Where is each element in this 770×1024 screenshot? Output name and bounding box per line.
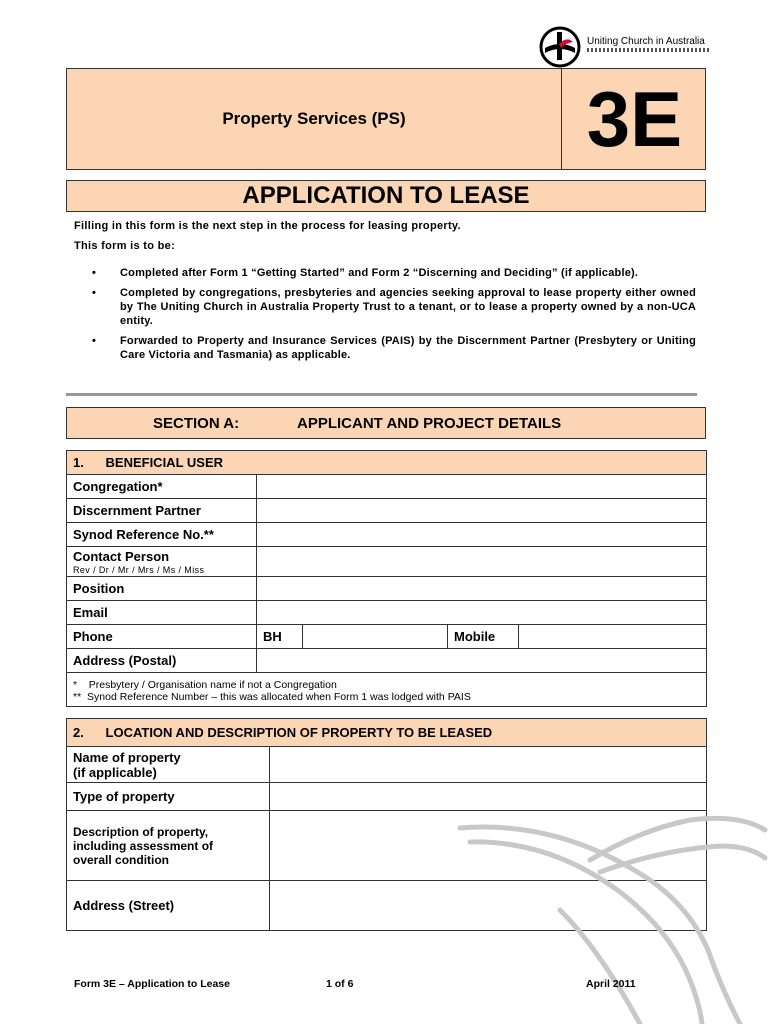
mobile-label: Mobile <box>448 625 519 649</box>
footer-date: April 2011 <box>586 978 636 990</box>
address-postal-label: Address (Postal) <box>67 649 257 673</box>
bh-label: BH <box>257 625 303 649</box>
synod-reference-label: Synod Reference No.** <box>67 523 257 547</box>
note-synod-reference: ** Synod Reference Number – this was allocated when Form 1 was lodged with PAIS <box>73 690 471 703</box>
congregation-field[interactable] <box>257 475 707 499</box>
form-code: 3E <box>586 75 683 163</box>
footer-form-name: Form 3E – Application to Lease <box>74 978 230 990</box>
uca-emblem-icon <box>539 26 581 68</box>
position-field[interactable] <box>257 577 707 601</box>
logo-org-name: Uniting Church in Australia <box>587 36 705 47</box>
instruction-item: • Completed after Form 1 “Getting Started” and Form 2 “Discerning and Deciding” (if applicable). <box>92 266 696 280</box>
form-header <box>66 68 706 170</box>
position-label: Position <box>67 577 257 601</box>
synod-reference-field[interactable] <box>257 523 707 547</box>
instruction-list <box>92 266 696 368</box>
property-description-label: Description of property, including assessment of overall condition <box>67 811 270 881</box>
property-name-field[interactable] <box>270 747 707 783</box>
instruction-item: • Completed by congregations, presbyteries and agencies seeking approval to lease property either owned by The Uniting Church in Australia Property Trust to a tenant, or to lease a property owned by a non-UCA entity. <box>92 286 696 328</box>
table-notes <box>67 673 707 707</box>
table-heading: 2. LOCATION AND DESCRIPTION OF PROPERTY TO BE LEASED <box>67 719 707 747</box>
contact-title-options: Rev / Dr / Mr / Mrs / Ms / Miss <box>73 564 205 575</box>
contact-person-field[interactable] <box>257 547 707 577</box>
address-postal-field[interactable] <box>257 649 707 673</box>
note-presbytery: * Presbytery / Organisation name if not a Congregation <box>73 678 337 691</box>
intro-line: This form is to be: <box>74 240 176 252</box>
uca-logo <box>539 26 711 68</box>
instruction-item: • Forwarded to Property and Insurance Services (PAIS) by the Discernment Partner (Presbytery or Uniting Care Victoria and Tasmania) as applicable. <box>92 334 696 362</box>
email-label: Email <box>67 601 257 625</box>
department-title: Property Services (PS) <box>222 109 406 128</box>
discernment-partner-field[interactable] <box>257 499 707 523</box>
congregation-label: Congregation* <box>67 475 257 499</box>
property-type-label: Type of property <box>67 783 270 811</box>
section-a-header <box>66 407 706 439</box>
discernment-partner-label: Discernment Partner <box>67 499 257 523</box>
contact-person-label: Contact Person Rev / Dr / Mr / Mrs / Ms / Miss <box>67 547 257 577</box>
table-heading: 1. BENEFICIAL USER <box>67 451 707 475</box>
beneficial-user-table <box>66 450 707 707</box>
intro-line: Filling in this form is the next step in the process for leasing property. <box>74 220 461 232</box>
page-title: APPLICATION TO LEASE <box>66 180 706 212</box>
section-label: SECTION A: <box>153 415 240 432</box>
divider-rule <box>66 393 697 396</box>
phone-label: Phone <box>67 625 257 649</box>
logo-subtitle <box>587 48 709 52</box>
email-field[interactable] <box>257 601 707 625</box>
section-title: APPLICANT AND PROJECT DETAILS <box>297 415 562 432</box>
property-name-label: Name of property (if applicable) <box>67 747 270 783</box>
dove-icon <box>440 800 770 1024</box>
address-street-label: Address (Street) <box>67 881 270 931</box>
footer-page-number: 1 of 6 <box>326 978 354 990</box>
mobile-phone-field[interactable] <box>519 625 707 649</box>
bh-phone-field[interactable] <box>303 625 448 649</box>
